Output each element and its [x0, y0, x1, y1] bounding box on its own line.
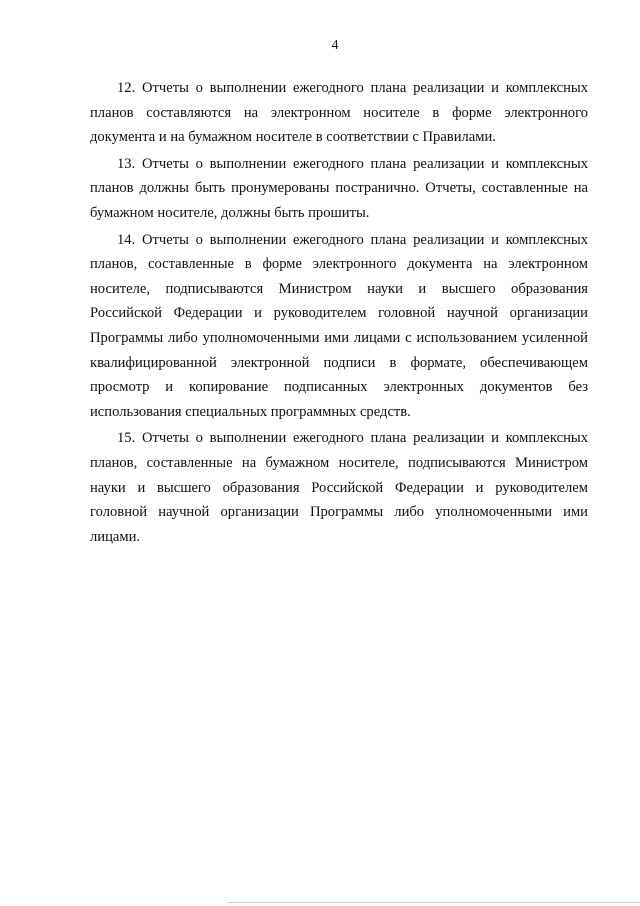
scan-edge-line — [228, 902, 640, 906]
paragraph-13: 13. Отчеты о выполнении ежегодного плана реализации и комплексных планов должны быть пронумерованы постранично. Отчеты, составленные на бумажном носителе, должны быть прошиты. — [90, 155, 588, 221]
paragraph-15: 15. Отчеты о выполнении ежегодного плана реализации и комплексных планов, составленные на бумажном носителе, подписываются Министром науки и высшего образования Российской Федерации и руководителем головной научной организации Программы либо уполномоченными ими лицами. — [90, 430, 588, 545]
paragraph-14: 14. Отчеты о выполнении ежегодного плана реализации и комплексных планов, составленные в форме электронного документа на электронном носителе, подписываются Министром науки и высшего образования Российской Федерации и руководителем головной научной организации Программы либо уполномоченными ими лицами с использованием усиленной квалифицированной электронной подписи в формате, обеспечивающем просмотр и копирование подписанных электронных документов без использования специальных программных средств. — [90, 231, 588, 420]
document-body — [90, 76, 588, 551]
page-number: 4 — [331, 38, 339, 53]
paragraph-12: 12. Отчеты о выполнении ежегодного плана реализации и комплексных планов составляются на электронном носителе в форме электронного документа и на бумажном носителе в соответствии с Правилами. — [90, 80, 588, 146]
